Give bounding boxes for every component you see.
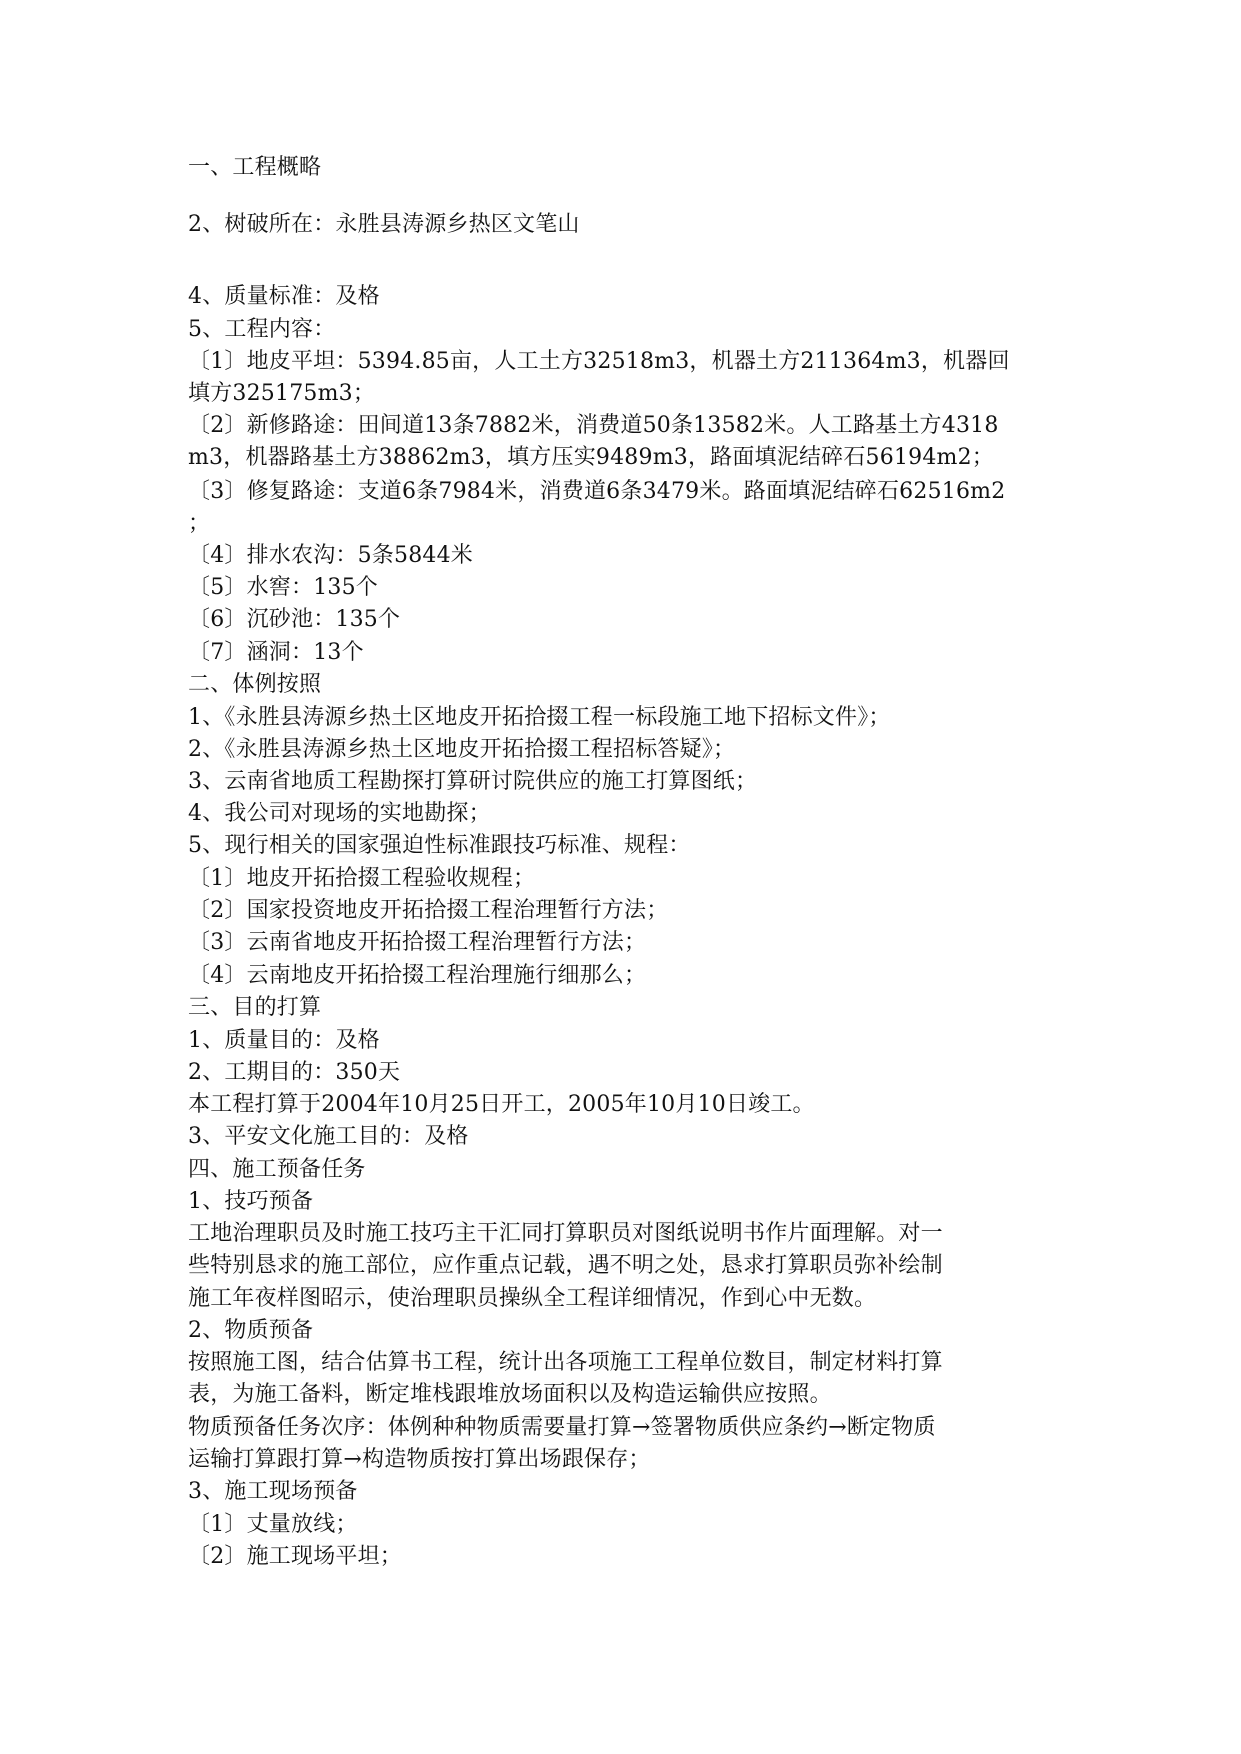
text-line: 〔4〕排水农沟：5条5844米 <box>188 543 473 568</box>
text-line: 本工程打算于2004年10月25日开工，2005年10月10日竣工。 <box>188 1092 815 1117</box>
text-line: 〔1〕地皮平坦：5394.85亩，人工土方32518m3，机器土方211364m3，机器回 <box>188 349 1010 374</box>
heading-basis: 二、体例按照 <box>188 672 322 697</box>
text-line: 〔5〕水窖：135个 <box>188 575 378 600</box>
text-line: 表，为施工备料，断定堆栈跟堆放场面积以及构造运输供应按照。 <box>188 1382 832 1407</box>
text-line: 5、工程内容： <box>188 317 336 342</box>
text-line: 〔3〕修复路途：支道6条7984米，消费道6条3479米。路面填泥结碎石62516m2 <box>188 479 1006 504</box>
text-line: 2、工期目的：350天 <box>188 1060 401 1085</box>
text-line: 2、树破所在：永胜县涛源乡热区文笔山 <box>188 212 580 237</box>
text-line: 1、技巧预备 <box>188 1189 314 1214</box>
text-line: 物质预备任务次序：体例种种物质需要量打算→签署物质供应条约→断定物质 <box>188 1415 936 1440</box>
text-line: 运输打算跟打算→构造物质按打算出场跟保存； <box>188 1447 651 1472</box>
text-line: 〔4〕云南地皮开拓拾掇工程治理施行细那么； <box>188 963 647 988</box>
text-line: 〔7〕涵洞：13个 <box>188 640 364 665</box>
text-line: 按照施工图，结合估算书工程，统计出各项施工工程单位数目，制定材料打算 <box>188 1350 943 1375</box>
text-line: 2、物质预备 <box>188 1318 314 1343</box>
text-line: 5、现行相关的国家强迫性标准跟技巧标准、规程： <box>188 833 691 858</box>
text-line: 3、平安文化施工目的：及格 <box>188 1124 469 1149</box>
text-line: 〔1〕地皮开拓拾掇工程验收规程； <box>188 866 536 891</box>
heading-project-overview: 一、工程概略 <box>188 155 322 180</box>
text-line: 工地治理职员及时施工技巧主干汇同打算职员对图纸说明书作片面理解。对一 <box>188 1221 943 1246</box>
text-line: 4、我公司对现场的实地勘探； <box>188 801 491 826</box>
text-line: 4、质量标准：及格 <box>188 284 380 309</box>
text-line: 3、云南省地质工程勘探打算研讨院供应的施工打算图纸； <box>188 769 758 794</box>
text-line: 施工年夜样图昭示，使治理职员操纵全工程详细情况，作到心中无数。 <box>188 1286 877 1311</box>
text-line: ； <box>188 511 211 536</box>
text-line: 2、《永胜县涛源乡热土区地皮开拓拾掇工程招标答疑》； <box>188 737 736 762</box>
text-line: 〔6〕沉砂池：135个 <box>188 607 401 632</box>
text-line: 〔3〕云南省地皮开拓拾掇工程治理暂行方法； <box>188 930 647 955</box>
text-line: 填方325175m3； <box>188 381 376 406</box>
text-line: 1、质量目的：及格 <box>188 1028 380 1053</box>
text-line: 些特别恳求的施工部位，应作重点记载，遇不明之处，恳求打算职员弥补绘制 <box>188 1253 943 1278</box>
text-line: 3、施工现场预备 <box>188 1479 358 1504</box>
text-line: 〔2〕新修路途：田间道13条7882米，消费道50条13582米。人工路基土方4318 <box>188 413 999 438</box>
text-line: 〔2〕施工现场平坦； <box>188 1544 402 1569</box>
text-line: 〔1〕丈量放线； <box>188 1512 358 1537</box>
heading-preparation: 四、施工预备任务 <box>188 1157 366 1182</box>
text-line: 〔2〕国家投资地皮开拓拾掇工程治理暂行方法； <box>188 898 669 923</box>
heading-targets: 三、目的打算 <box>188 995 322 1020</box>
text-line: 1、《永胜县涛源乡热土区地皮开拓拾掇工程一标段施工地下招标文件》； <box>188 705 891 730</box>
text-line: m3，机器路基土方38862m3，填方压实9489m3，路面填泥结碎石56194m2； <box>188 445 994 470</box>
